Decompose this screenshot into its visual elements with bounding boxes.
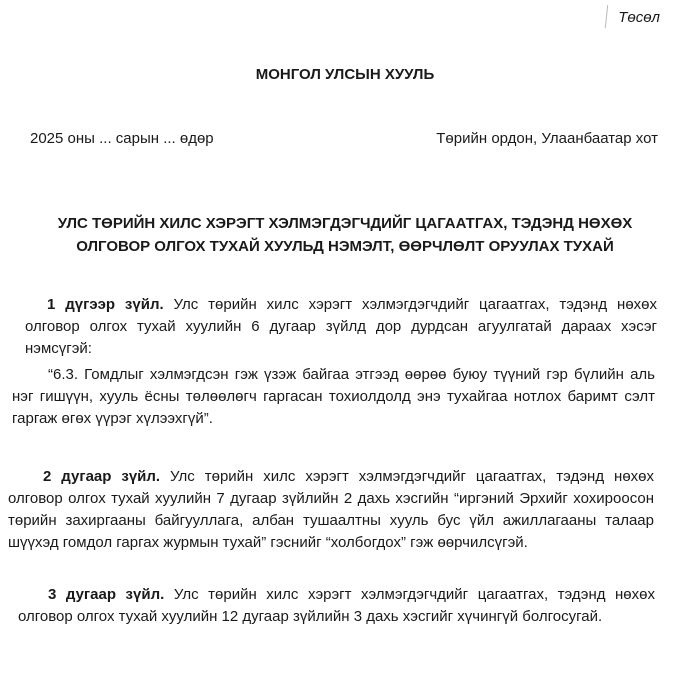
dateline-place: Төрийн ордон, Улаанбаатар хот <box>436 130 658 147</box>
law-title: МОНГОЛ УЛСЫН ХУУЛЬ <box>255 66 435 83</box>
article-1-text: Улс төрийн хилс хэрэгт хэлмэгдэгчдийг цагаатгах, тэдэнд нөхөх олговор олгох тухай хуулийн 6 дугаар зүйлд дор дурдсан агуулгатай дараах хэсэг нэмсүгэй: <box>25 296 658 357</box>
quoted-clause-6-3: “6.3. Гомдлыг хэлмэгдсэн гэж үзэж байгаа этгээд өөрөө буюу түүний гэр бүлийн аль нэг гишүүн, хууль ёсны төлөөлөгч гаргасан тохиолдолд энэ тухайгаа нотлох баримт сэлт гаргаж өгөх үүрэг хүлээхгүй”. <box>12 366 655 427</box>
law-heading: УЛС ТӨРИЙН ХИЛС ХЭРЭГТ ХЭЛМЭГДЭГЧДИЙГ ЦАГААТГАХ, ТЭДЭНД НӨХӨХ ОЛГОВОР ОЛГОХ ТУХАЙ ХУУЛЬД НЭМЭЛТ, ӨӨРЧЛӨЛТ ОРУУЛАХ ТУХАЙ <box>57 215 633 255</box>
article-3-lead: 3 дугаар зүйл. <box>48 586 165 603</box>
article-2-lead: 2 дугаар зүйл. <box>43 468 161 485</box>
draft-label: Төсөл <box>618 9 660 26</box>
article-2-paragraph <box>0 466 690 554</box>
article-3-text: Улс төрийн хилс хэрэгт хэлмэгдэгчдийг цагаатгах, тэдэнд нөхөх олговор олгох тухай хуулийн 12 дугаар зүйлийн 3 дахь хэсгийг хүчингүй болгосугай. <box>18 586 655 625</box>
article-2-text: Улс төрийн хилс хэрэгт хэлмэгдэгчдийг цагаатгах, тэдэнд нөхөх олговор олгох тухай хуулийн 7 дугаар зүйлийн 2 дахь хэсгийн “иргэний Эрхийг хохироосон төрийн захиргааны байгууллага, албан тушаалтны хууль бус үйл ажиллагааны талаар шүүхэд гомдол гаргах журмын тухай” гэснийг “холбогдох” гэж өөрчилсүгэй. <box>8 468 655 551</box>
article-1-lead: 1 дүгээр зүйл. <box>47 296 164 313</box>
dateline-date: 2025 оны ... сарын ... өдөр <box>30 130 214 147</box>
dateline <box>0 128 690 150</box>
article-1-paragraph <box>0 294 690 360</box>
article-3-paragraph <box>0 584 690 628</box>
